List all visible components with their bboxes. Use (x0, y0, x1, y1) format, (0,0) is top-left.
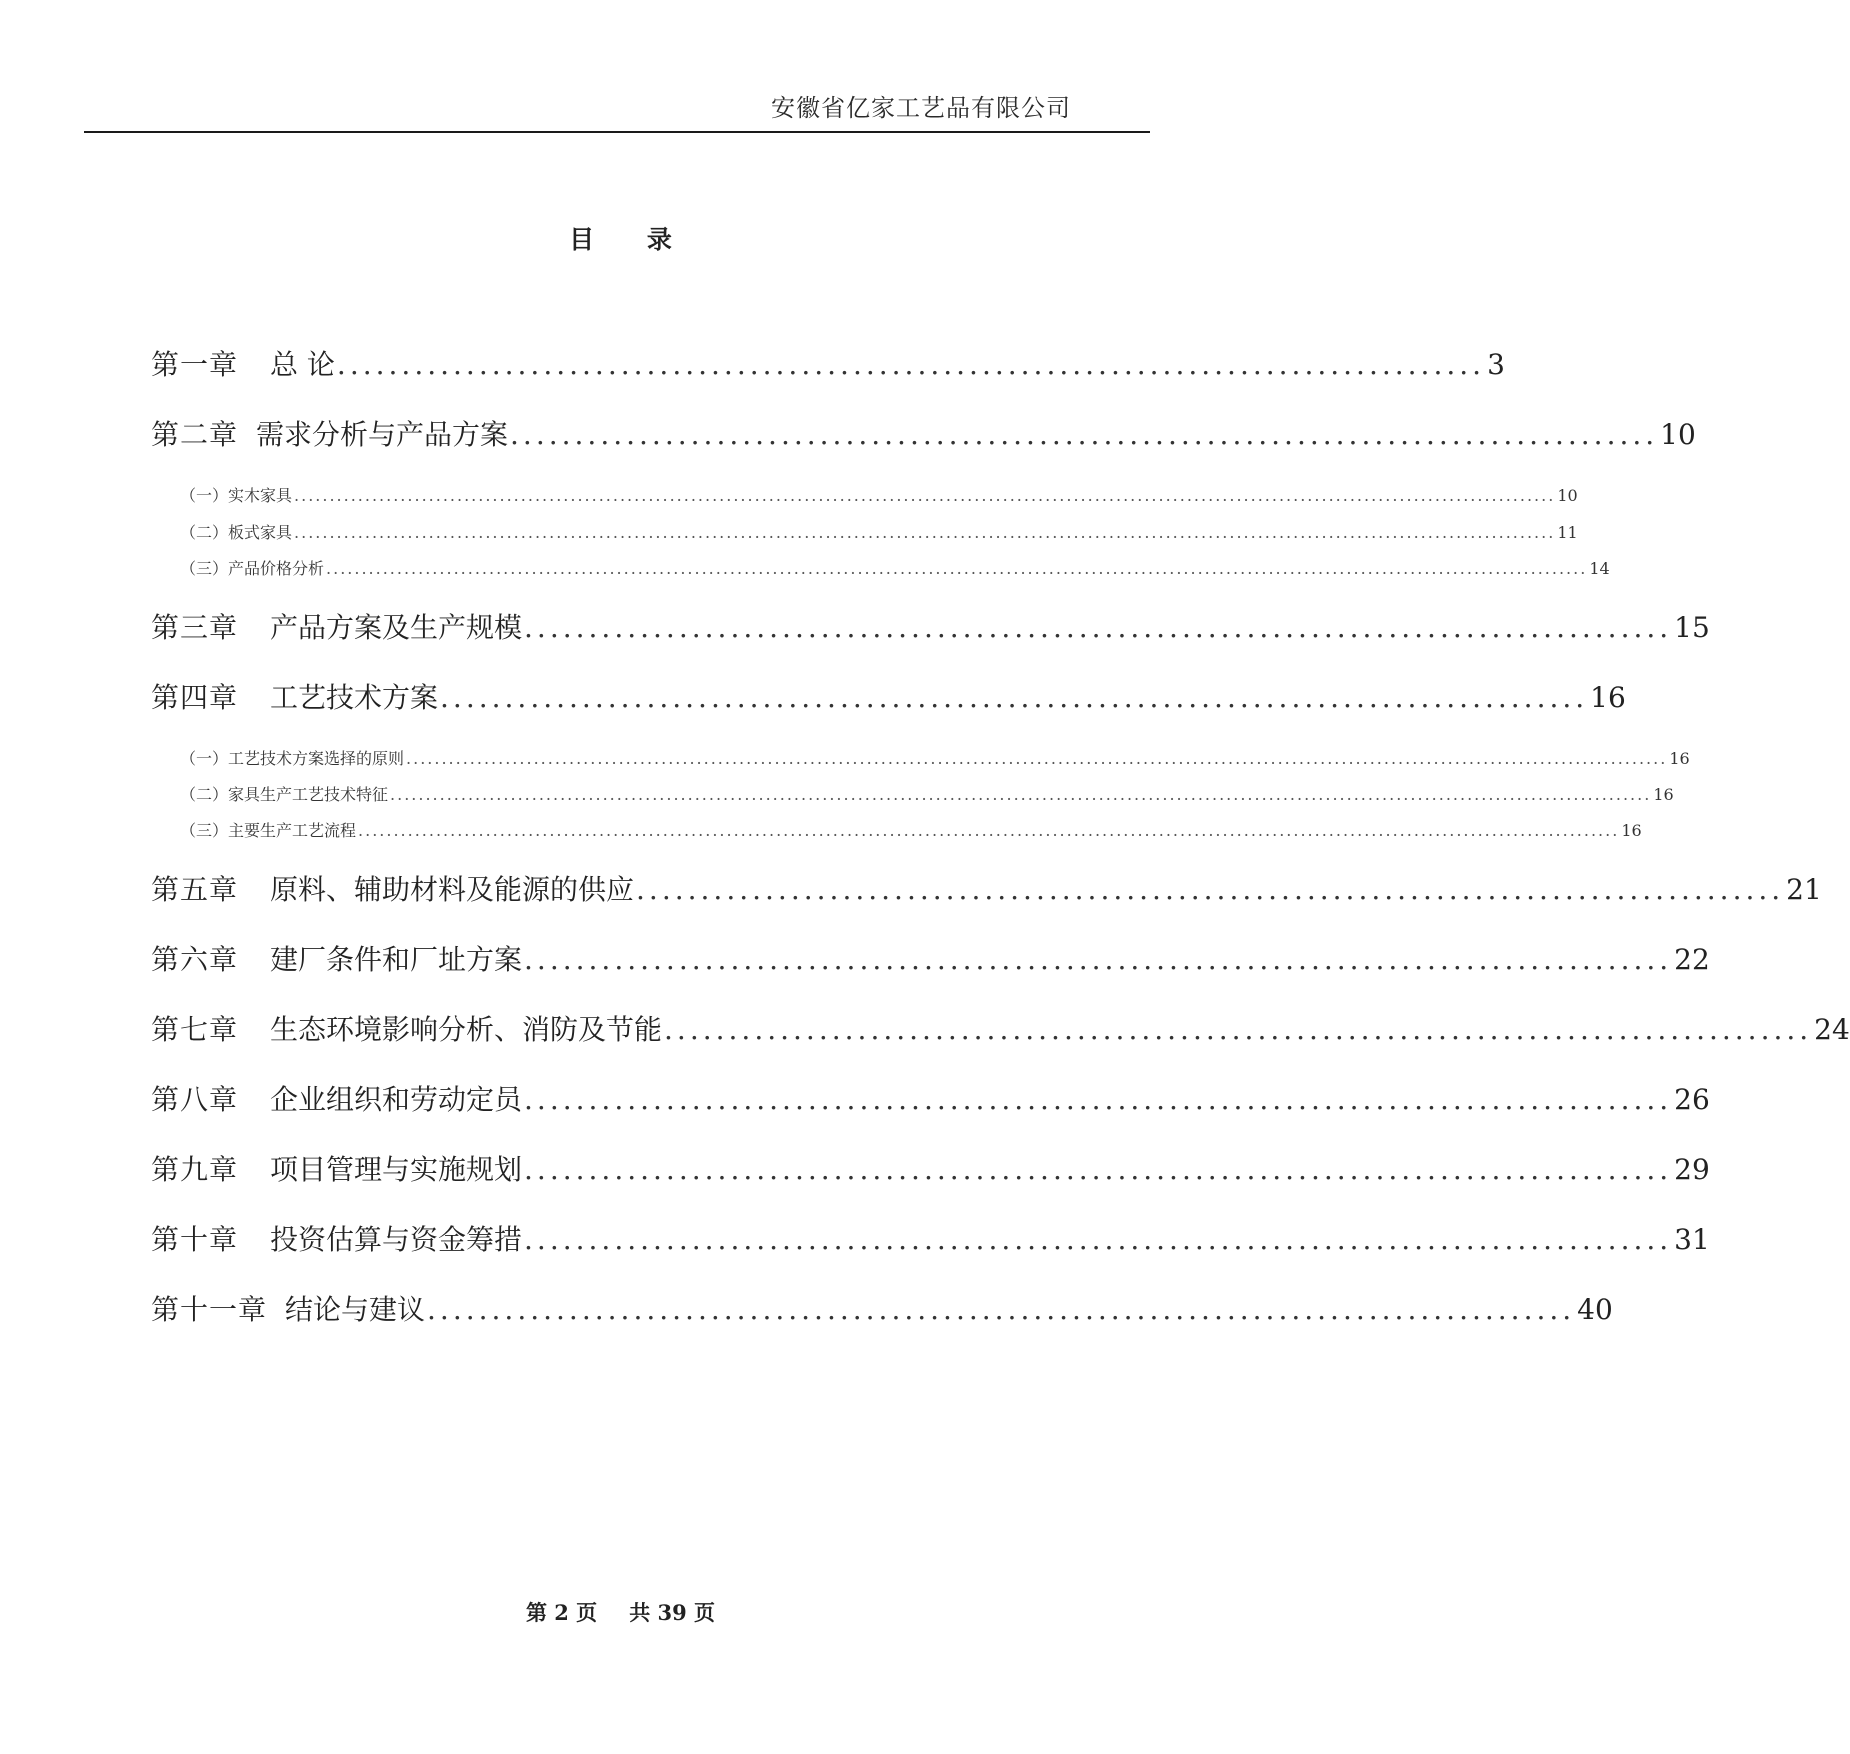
toc-entry-title: 需求分析与产品方案 (256, 418, 509, 451)
toc-entry-chapter-9[interactable] (151, 1148, 1710, 1188)
toc-page-number: 29 (1674, 1153, 1710, 1186)
page-footer (0, 1597, 1241, 1627)
toc-entry-chapter-1[interactable] (151, 343, 1505, 383)
toc-chapter-label: 第一章 (151, 348, 239, 381)
toc-subentry-title: （二）板式家具 (180, 523, 293, 542)
toc-entry-title: 原料、辅助材料及能源的供应 (270, 873, 635, 906)
toc-page-number: 10 (1660, 418, 1696, 451)
toc-subentry-title: （一）工艺技术方案选择的原则 (180, 749, 405, 768)
toc-page-number: 15 (1674, 611, 1710, 644)
toc-entry-title: 建厂条件和厂址方案 (270, 943, 523, 976)
total-pages-label: 共 39 页 (629, 1600, 716, 1625)
toc-dot-leader: ......................................................................................... (524, 1153, 1673, 1186)
toc-entry-chapter-10[interactable] (151, 1218, 1710, 1258)
toc-entry-chapter-4[interactable] (151, 676, 1626, 716)
toc-chapter-label: 第九章 (151, 1153, 239, 1186)
toc-dot-leader: .................................................................................................................................................................................. (294, 486, 1556, 505)
toc-subentry[interactable] (180, 556, 1610, 580)
toc-entry-title: 生态环境影响分析、消防及节能 (270, 1013, 663, 1046)
toc-chapter-label: 第六章 (151, 943, 239, 976)
toc-page-number: 14 (1589, 559, 1610, 578)
toc-chapter-label: 第十章 (151, 1223, 239, 1256)
toc-subentry[interactable] (180, 746, 1690, 770)
toc-subentry-title: （三）主要生产工艺流程 (180, 821, 357, 840)
toc-subentry[interactable] (180, 782, 1674, 806)
toc-dot-leader: ......................................................................................... (664, 1013, 1813, 1046)
toc-dot-leader: .................................................................................................................................................................................. (294, 523, 1556, 542)
toc-page-number: 16 (1669, 749, 1690, 768)
toc-entry-title: 结论与建议 (285, 1293, 426, 1326)
toc-subentry[interactable] (180, 483, 1578, 507)
toc-chapter-label: 第三章 (151, 611, 239, 644)
toc-entry-chapter-2[interactable] (151, 413, 1696, 453)
toc-entry-title: 投资估算与资金筹措 (270, 1223, 523, 1256)
toc-page-number: 24 (1814, 1013, 1850, 1046)
toc-entry-title: 总 论 (270, 348, 335, 381)
toc-dot-leader: ......................................................................................... (524, 1083, 1673, 1116)
toc-dot-leader: ......................................................................................... (440, 681, 1589, 714)
toc-page-number: 3 (1487, 348, 1505, 381)
toc-chapter-label: 第二章 (151, 418, 239, 451)
toc-page-number: 16 (1590, 681, 1626, 714)
toc-entry-chapter-8[interactable] (151, 1078, 1710, 1118)
toc-entry-title: 产品方案及生产规模 (270, 611, 523, 644)
toc-page-number: 31 (1674, 1223, 1710, 1256)
header-company-name: 安徽省亿家工艺品有限公司 (771, 94, 1071, 122)
toc-subentry-title: （三）产品价格分析 (180, 559, 325, 578)
toc-dot-leader: .................................................................................................................................................................................. (358, 821, 1620, 840)
toc-page-number: 40 (1577, 1293, 1613, 1326)
toc-dot-leader: .................................................................................................................................................................................. (326, 559, 1588, 578)
toc-dot-leader: .................................................................................................................................................................................. (406, 749, 1668, 768)
toc-dot-leader: ......................................................................................... (336, 348, 1486, 381)
toc-dot-leader: ......................................................................................... (524, 611, 1673, 644)
toc-chapter-label: 第四章 (151, 681, 239, 714)
toc-chapter-label: 第五章 (151, 873, 239, 906)
toc-chapter-label: 第十一章 (151, 1293, 268, 1326)
toc-page-number: 22 (1674, 943, 1710, 976)
toc-page-number: 26 (1674, 1083, 1710, 1116)
toc-page-number: 16 (1653, 785, 1674, 804)
toc-dot-leader: ......................................................................................... (510, 418, 1659, 451)
toc-entry-chapter-3[interactable] (151, 606, 1710, 646)
toc-page-number: 11 (1557, 523, 1578, 542)
toc-page-number: 16 (1621, 821, 1642, 840)
toc-entry-chapter-11[interactable] (151, 1288, 1613, 1328)
toc-entry-title: 企业组织和劳动定员 (270, 1083, 523, 1116)
toc-chapter-label: 第七章 (151, 1013, 239, 1046)
toc-chapter-label: 第八章 (151, 1083, 239, 1116)
toc-title: 目 录 (569, 225, 694, 254)
toc-page-number: 21 (1786, 873, 1822, 906)
toc-subentry-title: （一）实木家具 (180, 486, 293, 505)
toc-page-number: 10 (1557, 486, 1578, 505)
toc-dot-leader: ......................................................................................... (636, 873, 1785, 906)
header-divider (84, 131, 1150, 133)
toc-dot-leader: ......................................................................................... (427, 1293, 1576, 1326)
toc-entry-title: 工艺技术方案 (270, 681, 439, 714)
toc-entry-chapter-7[interactable] (151, 1008, 1850, 1048)
current-page-label: 第 2 页 (525, 1600, 598, 1625)
toc-dot-leader: ......................................................................................... (524, 1223, 1673, 1256)
toc-entry-chapter-5[interactable] (151, 868, 1822, 908)
toc-entry-chapter-6[interactable] (151, 938, 1710, 978)
toc-subentry[interactable] (180, 520, 1578, 544)
toc-entry-title: 项目管理与实施规划 (270, 1153, 523, 1186)
toc-subentry-title: （二）家具生产工艺技术特征 (180, 785, 389, 804)
toc-dot-leader: .................................................................................................................................................................................. (390, 785, 1652, 804)
toc-subentry[interactable] (180, 818, 1642, 842)
toc-dot-leader: ......................................................................................... (524, 943, 1673, 976)
